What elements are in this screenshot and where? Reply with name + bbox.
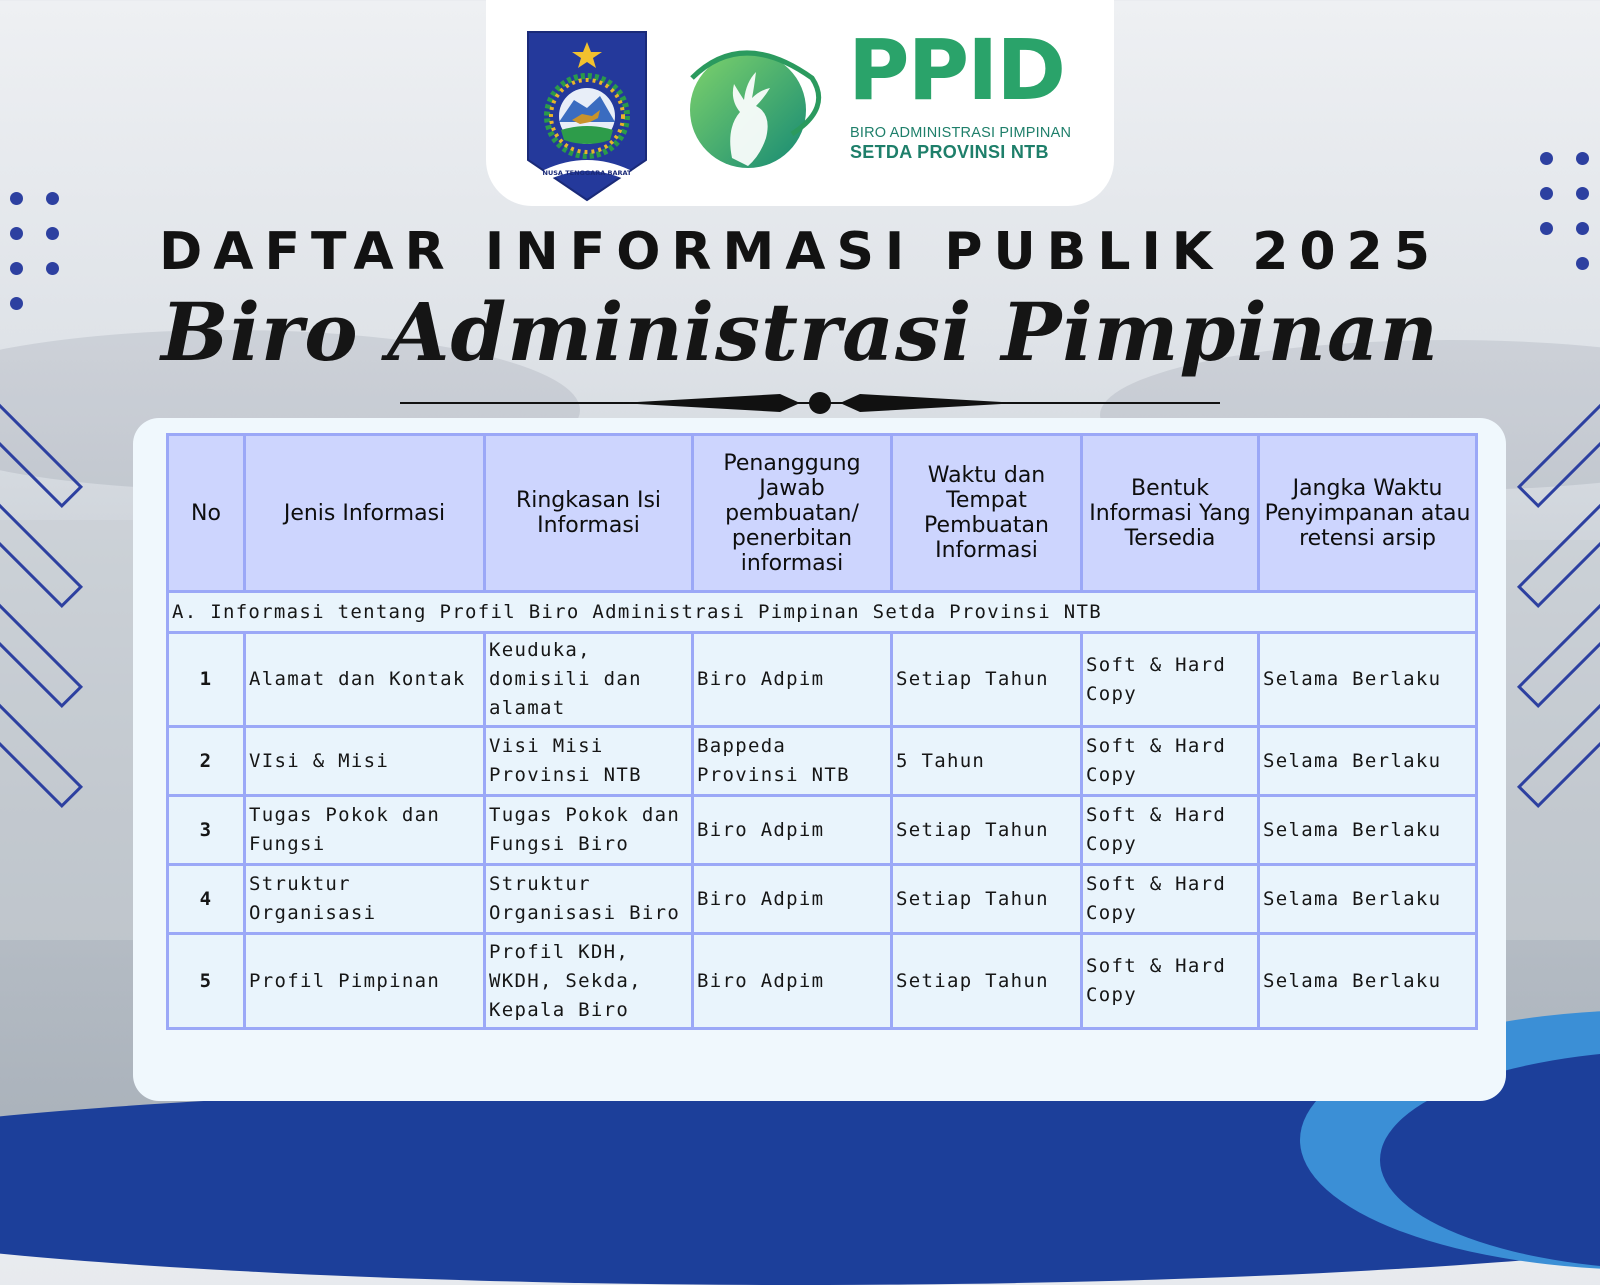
cell-ringkasan: Visi Misi Provinsi NTB [485,727,693,796]
cell-penanggung: Biro Adpim [693,934,892,1029]
cell-waktu: Setiap Tahun [892,796,1082,865]
cell-jenis: VIsi & Misi [245,727,485,796]
header-waktu-tempat: Waktu dan Tempat Pembuatan Informasi [892,435,1082,592]
info-table [166,433,1478,1030]
cell-no: 1 [168,633,245,727]
table-row [168,633,1477,727]
header-jenis-informasi: Jenis Informasi [245,435,485,592]
header-bentuk-informasi: Bentuk Informasi Yang Tersedia [1082,435,1259,592]
decor-dot [46,192,59,205]
cell-bentuk: Soft & Hard Copy [1082,633,1259,727]
cell-bentuk: Soft & Hard Copy [1082,865,1259,934]
cell-ringkasan: Keuduka, domisili dan alamat [485,633,693,727]
decor-dot [1576,187,1589,200]
cell-ringkasan: Profil KDH, WKDH, Sekda, Kepala Biro [485,934,693,1029]
cell-waktu: Setiap Tahun [892,865,1082,934]
table-header-row [168,435,1477,592]
cell-jangka: Selama Berlaku [1259,727,1477,796]
title-divider [400,383,1240,423]
table-section-row [168,592,1477,633]
page-subtitle: Biro Administrasi Pimpinan [161,285,1439,379]
decor-dot [1576,152,1589,165]
table-row [168,796,1477,865]
cell-bentuk: Soft & Hard Copy [1082,796,1259,865]
logo-header [486,0,1114,206]
decor-dot [10,192,23,205]
cell-waktu: Setiap Tahun [892,633,1082,727]
ntb-emblem-icon [526,30,648,202]
ppid-deer-logo-icon [682,38,826,178]
cell-jenis: Alamat dan Kontak [245,633,485,727]
cell-penanggung: Biro Adpim [693,865,892,934]
ppid-logo-subtitle-2: SETDA PROVINSI NTB [850,142,1049,162]
decor-dot [1540,152,1553,165]
decor-dot [1540,187,1553,200]
page-title: DAFTAR INFORMASI PUBLIK 2025 [159,222,1441,282]
table-row [168,727,1477,796]
header-no: No [168,435,245,592]
table-row [168,865,1477,934]
cell-waktu: Setiap Tahun [892,934,1082,1029]
cell-no: 5 [168,934,245,1029]
cell-penanggung: Biro Adpim [693,796,892,865]
cell-jenis: Profil Pimpinan [245,934,485,1029]
cell-jangka: Selama Berlaku [1259,633,1477,727]
cell-jenis: Tugas Pokok dan Fungsi [245,796,485,865]
cell-no: 4 [168,865,245,934]
cell-bentuk: Soft & Hard Copy [1082,727,1259,796]
cell-no: 3 [168,796,245,865]
info-table-card [133,418,1506,1101]
cell-jenis: Struktur Organisasi [245,865,485,934]
ppid-logo-subtitle: BIRO ADMINISTRASI PIMPINAN [850,125,1072,141]
cell-bentuk: Soft & Hard Copy [1082,934,1259,1029]
cell-jangka: Selama Berlaku [1259,934,1477,1029]
table-row [168,934,1477,1029]
cell-ringkasan: Struktur Organisasi Biro [485,865,693,934]
cell-waktu: 5 Tahun [892,727,1082,796]
cell-penanggung: Bappeda Provinsi NTB [693,727,892,796]
header-penanggung-jawab: Penanggung Jawab pembuatan/ penerbitan informasi [693,435,892,592]
cell-jangka: Selama Berlaku [1259,796,1477,865]
section-label: A. Informasi tentang Profil Biro Administrasi Pimpinan Setda Provinsi NTB [168,592,1477,633]
header-ringkasan: Ringkasan Isi Informasi [485,435,693,592]
header-jangka-waktu: Jangka Waktu Penyimpanan atau retensi arsip [1259,435,1477,592]
ppid-logo-title: PPID [848,21,1065,119]
cell-jangka: Selama Berlaku [1259,865,1477,934]
svg-text:NUSA TENGGARA BARAT: NUSA TENGGARA BARAT [542,169,632,177]
cell-no: 2 [168,727,245,796]
cell-ringkasan: Tugas Pokok dan Fungsi Biro [485,796,693,865]
cell-penanggung: Biro Adpim [693,633,892,727]
